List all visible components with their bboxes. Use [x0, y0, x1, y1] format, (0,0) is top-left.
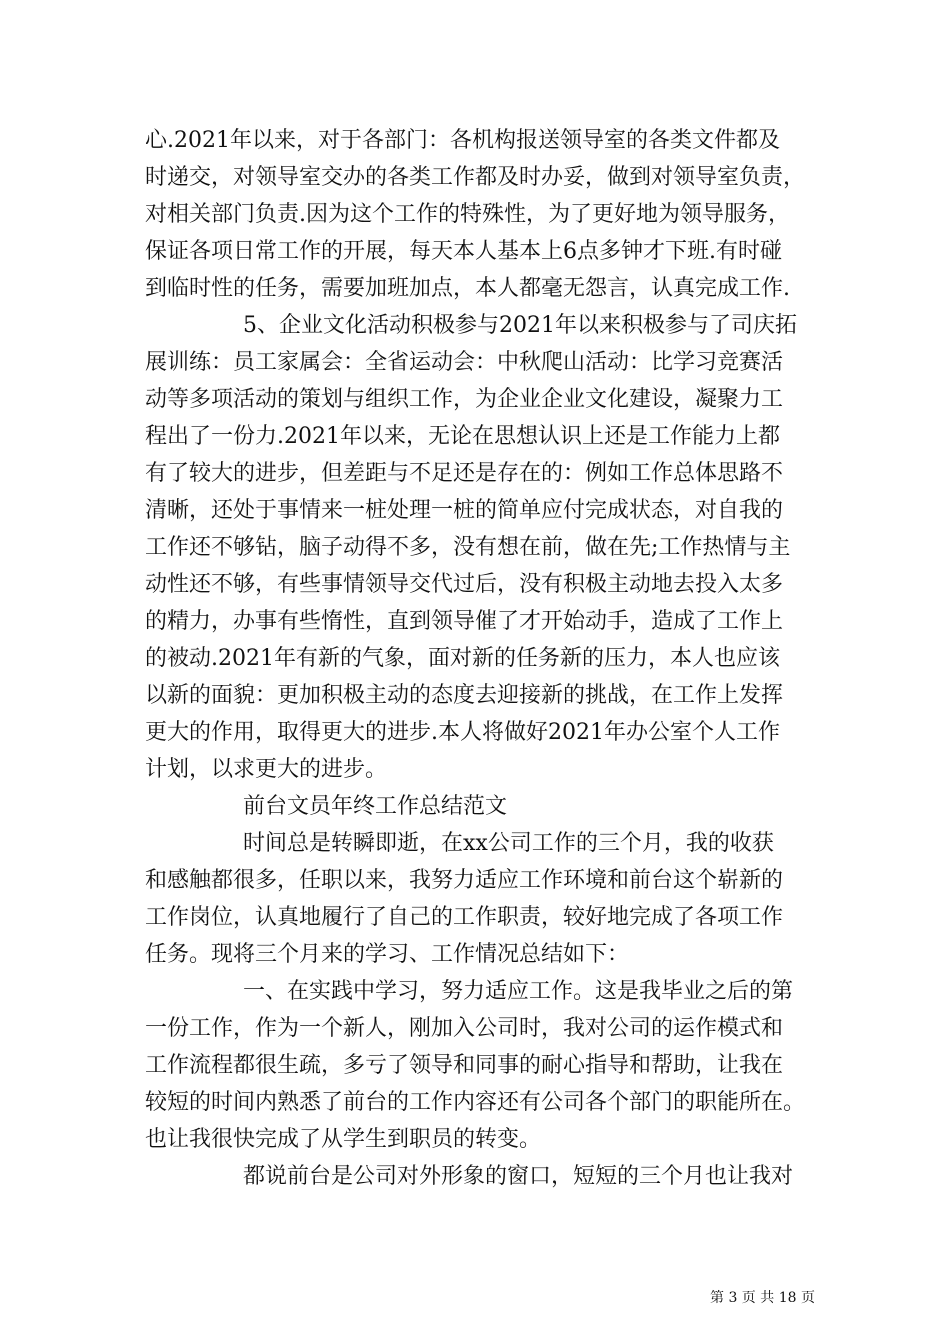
paragraph-start: 5、企业文化活动积极参与2021年以来积极参与了司庆拓	[243, 313, 797, 338]
text-line: 保证各项日常工作的开展，每天本人基本上6点多钟才下班.有时碰	[145, 239, 782, 264]
text-line: 到临时性的任务，需要加班加点，本人都毫无怨言，认真完成工作.	[145, 276, 790, 301]
text-line: 动等多项活动的策划与组织工作，为企业企业文化建设，凝聚力工	[145, 387, 784, 412]
text-line: 有了较大的进步，但差距与不足还是存在的：例如工作总体思路不	[145, 461, 784, 486]
text-line: 清晰，还处于事情来一桩处理一桩的简单应付完成状态，对自我的	[145, 498, 784, 523]
text-line: 计划，以求更大的进步。	[145, 757, 388, 782]
text-line: 程出了一份力.2021年以来，无论在思想认识上还是工作能力上都	[145, 424, 780, 449]
text-line: 和感触都很多，任职以来，我努力适应工作环境和前台这个崭新的	[145, 868, 784, 893]
text-line: 较短的时间内熟悉了前台的工作内容还有公司各个部门的职能所在。	[145, 1090, 806, 1115]
text-line: 任务。现将三个月来的学习、工作情况总结如下：	[145, 942, 630, 967]
text-line: 也让我很快完成了从学生到职员的转变。	[145, 1127, 542, 1152]
text-line: 对相关部门负责.因为这个工作的特殊性，为了更好地为领导服务，	[145, 202, 790, 227]
paragraph-start: 一、在实践中学习，努力适应工作。这是我毕业之后的第	[243, 979, 794, 1004]
text-line: 工作流程都很生疏，多亏了领导和同事的耐心指导和帮助，让我在	[145, 1053, 784, 1078]
text-line: 的被动.2021年有新的气象，面对新的任务新的压力，本人也应该	[145, 646, 780, 671]
page-number-footer: 第 3 页 共 18 页	[710, 1290, 815, 1306]
text-line: 时递交，对领导室交办的各类工作都及时办妥，做到对领导室负责，	[145, 165, 806, 190]
text-line: 更大的作用，取得更大的进步.本人将做好2021年办公室个人工作	[145, 720, 780, 745]
text-line: 展训练：员工家属会：全省运动会：中秋爬山活动：比学习竞赛活	[145, 350, 784, 375]
paragraph-start: 都说前台是公司对外形象的窗口，短短的三个月也让我对	[243, 1164, 794, 1189]
text-line: 一份工作，作为一个新人，刚加入公司时，我对公司的运作模式和	[145, 1016, 784, 1041]
text-line: 的精力，办事有些惰性，直到领导催了才开始动手，造成了工作上	[145, 609, 784, 634]
text-line: 工作还不够钻，脑子动得不多，没有想在前，做在先;工作热情与主	[145, 535, 791, 560]
paragraph-start: 时间总是转瞬即逝，在xx公司工作的三个月，我的收获	[243, 831, 774, 856]
text-line: 以新的面貌：更加积极主动的态度去迎接新的挑战，在工作上发挥	[145, 683, 784, 708]
text-line: 动性还不够，有些事情领导交代过后，没有积极主动地去投入太多	[145, 572, 784, 597]
text-line: 工作岗位，认真地履行了自己的工作职责，较好地完成了各项工作	[145, 905, 784, 930]
text-line: 心.2021年以来，对于各部门：各机构报送领导室的各类文件都及	[145, 128, 780, 153]
section-title: 前台文员年终工作总结范文	[243, 794, 508, 819]
